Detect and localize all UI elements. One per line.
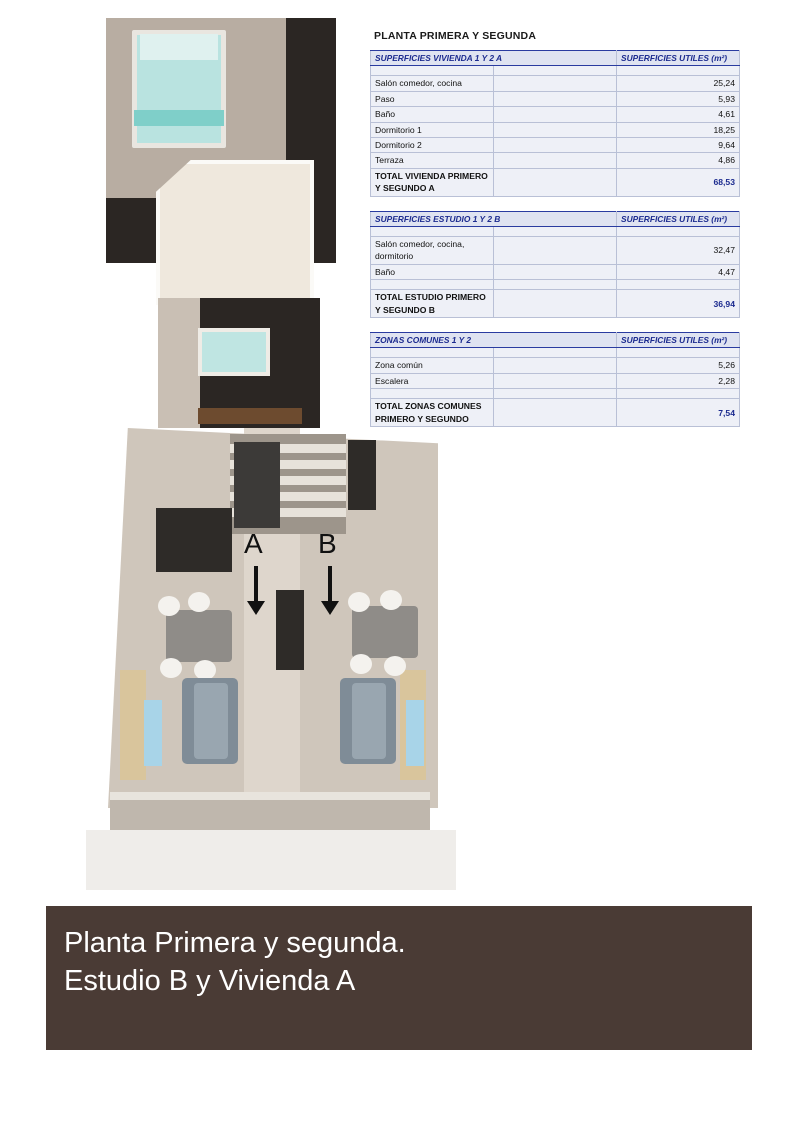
plan-sofa-right [340, 678, 396, 764]
plan-marker-b-label: B [318, 528, 337, 559]
plan-wood-floor-strip [198, 408, 302, 424]
plan-kitchen-left [120, 670, 146, 780]
plan-balcony-rail [110, 792, 430, 800]
row-value: 2,28 [617, 373, 740, 388]
caption-bar [46, 906, 752, 1050]
caption-line-1: Planta Primera y segunda. [64, 927, 406, 959]
table-row [371, 237, 740, 265]
plan-marker-a-arrow [254, 566, 258, 602]
plan-marker-a-label: A [244, 528, 263, 559]
surfaces-panel [370, 30, 740, 441]
table-row [371, 138, 740, 153]
table-spacer [371, 66, 740, 76]
row-label: Escalera [371, 373, 494, 388]
table1-header-label: SUPERFICIES VIVIENDA 1 Y 2 A [371, 51, 617, 66]
plan-marker-b-arrow [328, 566, 332, 602]
row-value: 4,61 [617, 107, 740, 122]
total-value: 68,53 [617, 168, 740, 196]
row-label: Salón comedor, cocina, dormitorio [371, 237, 494, 265]
table3-header-label: ZONAS COMUNES 1 Y 2 [371, 333, 617, 348]
row-label: Baño [371, 264, 494, 279]
row-label: Salón comedor, cocina [371, 76, 494, 91]
plan-ground-shadow [86, 830, 456, 890]
panel-title: PLANTA PRIMERA Y SEGUNDA [374, 30, 537, 42]
row-label: Terraza [371, 153, 494, 168]
plan-dining-table-right [352, 606, 418, 658]
table-row [371, 153, 740, 168]
table-row [371, 122, 740, 137]
table-spacer [371, 389, 740, 399]
plan-bed-small [198, 328, 270, 376]
plan-rug-left [144, 700, 162, 766]
row-label: Zona común [371, 358, 494, 373]
table-spacer [371, 348, 740, 358]
row-value: 9,64 [617, 138, 740, 153]
table-estudio-1y2b [370, 211, 740, 318]
table-total-row [371, 399, 740, 427]
table-zonas-comunes [370, 332, 740, 427]
table-row [371, 358, 740, 373]
table-row [371, 373, 740, 388]
table2-units-label: SUPERFICIES UTILES (m²) [617, 211, 740, 226]
total-value: 36,94 [617, 290, 740, 318]
row-value: 25,24 [617, 76, 740, 91]
total-label: TOTAL ZONAS COMUNES PRIMERO Y SEGUNDO [371, 399, 494, 427]
table3-units-label: SUPERFICIES UTILES (m²) [617, 333, 740, 348]
row-value: 18,25 [617, 122, 740, 137]
table2-header-label: SUPERFICIES ESTUDIO 1 Y 2 B [371, 211, 617, 226]
plan-sofa-left [182, 678, 238, 764]
table-spacer [371, 280, 740, 290]
plan-partition [276, 590, 304, 670]
table-header-row [371, 333, 740, 348]
plan-wardrobe-right [348, 440, 376, 510]
table-row [371, 264, 740, 279]
row-value: 5,93 [617, 91, 740, 106]
row-value: 5,26 [617, 358, 740, 373]
table-header-row [371, 51, 740, 66]
plan-bed-throw [134, 110, 224, 126]
plan-terrace [156, 160, 314, 305]
plan-dining-table-left [166, 610, 232, 662]
row-value: 4,86 [617, 153, 740, 168]
row-label: Baño [371, 107, 494, 122]
row-label: Dormitorio 2 [371, 138, 494, 153]
plan-rug-right [406, 700, 424, 766]
table-total-row [371, 290, 740, 318]
table-row [371, 76, 740, 91]
total-label: TOTAL ESTUDIO PRIMERO Y SEGUNDO B [371, 290, 494, 318]
table-row [371, 107, 740, 122]
row-value: 4,47 [617, 264, 740, 279]
table-spacer [371, 227, 740, 237]
table-header-row [371, 211, 740, 226]
table-row [371, 91, 740, 106]
plan-tv-unit-left [156, 508, 232, 572]
caption-line-2: Estudio B y Vivienda A [64, 965, 356, 998]
row-label: Paso [371, 91, 494, 106]
table-total-row [371, 168, 740, 196]
table-vivienda-1y2a [370, 50, 740, 197]
row-label: Dormitorio 1 [371, 122, 494, 137]
plan-stair-shaft [234, 442, 280, 528]
row-value: 32,47 [617, 237, 740, 265]
plan-bed-pillow [140, 34, 218, 60]
table1-units-label: SUPERFICIES UTILES (m²) [617, 51, 740, 66]
total-label: TOTAL VIVIENDA PRIMERO Y SEGUNDO A [371, 168, 494, 196]
total-value: 7,54 [617, 399, 740, 427]
